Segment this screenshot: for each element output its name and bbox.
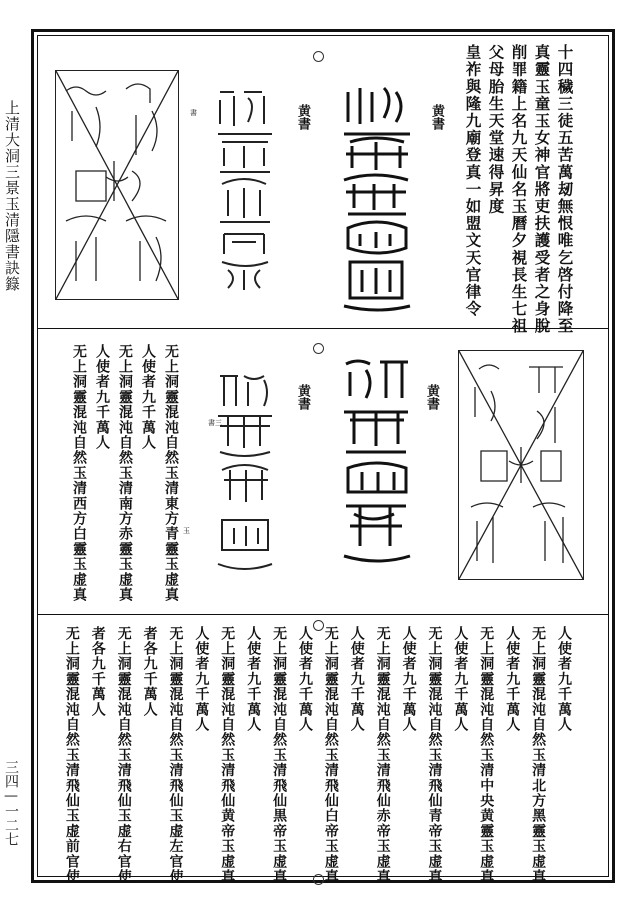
text-column: 人使者九千萬人 — [504, 626, 521, 733]
text-column: 人使者九千萬人 — [140, 344, 156, 451]
text-column: 无上洞靈混沌自然玉清南方赤靈玉虚真 — [117, 344, 133, 603]
text-column: 无上洞靈混沌自然玉清飛仙白帝玉虚真 — [322, 626, 339, 885]
text-column: 皇祚與隆九廟登真一如盟文天官律令 — [463, 44, 483, 318]
seal-script-talisman — [340, 356, 414, 570]
text-column: 者各九千萬人 — [89, 626, 106, 718]
text-column: 削罪籍上名九天仙名玉曆夕視長生七祖 — [509, 44, 529, 335]
panel-divider-2 — [37, 614, 609, 615]
binding-hole — [313, 343, 324, 354]
text-column: 人使者九千萬人 — [297, 626, 313, 733]
book-title: 上清大洞三景玉清隱書訣籙 — [3, 100, 21, 292]
seal-script-talisman — [214, 370, 276, 580]
seal-script-talisman — [340, 84, 414, 316]
text-column: 人使者九千萬人 — [193, 626, 210, 733]
small-mark: 書三 — [208, 419, 222, 427]
talisman-label: 黄書 — [424, 384, 439, 410]
text-column: 人使者九千萬人 — [94, 344, 110, 451]
text-column: 无上洞靈混沌自然玉清西方白靈玉虚真 — [71, 344, 87, 603]
text-column: 真靈玉童玉女神官將吏扶護受者之身脫 — [532, 44, 552, 335]
small-mark: 玉 — [183, 527, 190, 535]
talisman-label: 黄書 — [295, 104, 310, 130]
text-column: 无上洞靈混沌自然玉清飛仙青帝玉虚真 — [426, 626, 443, 885]
text-column: 十四穢三徒五苦萬刼無恨唯乞啓付降至 — [555, 44, 575, 335]
text-column: 无上洞靈混沌自然玉清中央黄靈玉虚真 — [478, 626, 495, 885]
talisman-label: 黄書 — [295, 384, 310, 410]
talisman-illustration — [458, 350, 584, 580]
talisman-label: 黄書 — [429, 104, 444, 130]
text-column: 人使者九千萬人 — [400, 626, 417, 733]
text-column: 人使者九千萬人 — [452, 626, 469, 733]
text-column: 无上洞靈混沌自然玉清飛仙赤帝玉虚真 — [374, 626, 391, 885]
text-column: 无上洞靈混沌自然玉清飛仙玉虚左官使 — [167, 626, 184, 885]
seal-script-talisman — [214, 86, 276, 296]
talisman-illustration — [55, 70, 179, 300]
page-number: 三四—一二七 — [3, 760, 19, 846]
text-column: 者各九千萬人 — [141, 626, 158, 718]
text-column: 无上洞靈混沌自然玉清飛仙黒帝玉虚真 — [271, 626, 288, 885]
text-column: 人使者九千萬人 — [245, 626, 262, 733]
text-column: 父母胎生天堂速得昇度 — [486, 44, 506, 215]
text-column: 无上洞靈混沌自然玉清北方黑靈玉虚真 — [530, 626, 547, 885]
text-column: 无上洞靈混沌自然玉清飛仙玉虚右官使 — [115, 626, 132, 885]
text-column: 人使者九千萬人 — [348, 626, 365, 733]
text-column: 人使者九千萬人 — [556, 626, 572, 733]
binding-hole — [313, 51, 324, 62]
text-column: 无上洞靈混沌自然玉清飛仙黄帝玉虚真 — [219, 626, 236, 885]
text-column: 无上洞靈混沌自然玉清東方青靈玉虚真 — [163, 344, 179, 603]
text-column: 无上洞靈混沌自然玉清飛仙玉虚前官使 — [63, 626, 80, 885]
small-mark: 書 — [190, 109, 197, 117]
